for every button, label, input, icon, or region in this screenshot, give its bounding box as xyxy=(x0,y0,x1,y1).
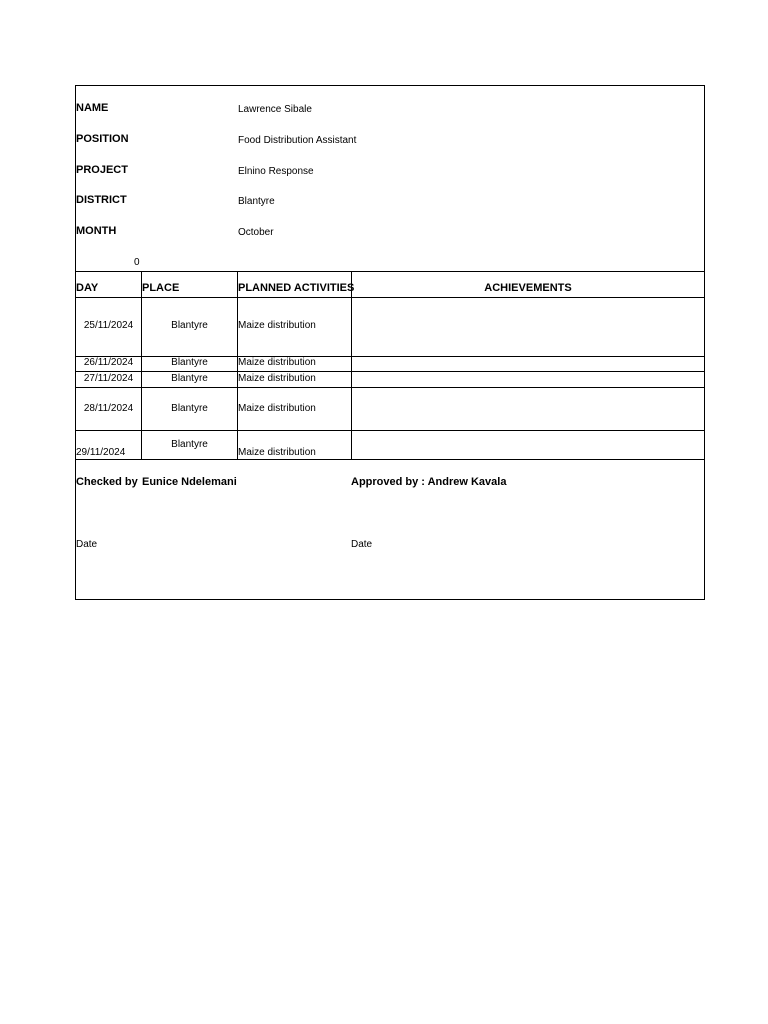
report-sheet xyxy=(75,85,705,600)
row-2-activity: Maize distribution xyxy=(238,357,316,368)
name-label: NAME xyxy=(76,102,109,114)
row-5-activity: Maize distribution xyxy=(238,447,316,458)
district-value: Blantyre xyxy=(238,196,275,207)
row-2-day: 26/11/2024 xyxy=(83,357,134,368)
header-bottom-border xyxy=(76,297,704,298)
row-4-activity: Maize distribution xyxy=(238,403,316,414)
row-4-place: Blantyre xyxy=(171,403,208,414)
header-place: PLACE xyxy=(142,282,180,294)
approved-by: Approved by : Andrew Kavala xyxy=(351,476,507,488)
checked-by-label: Checked by xyxy=(76,476,138,488)
row-3-place: Blantyre xyxy=(171,373,208,384)
row-5-day: 29/11/2024 xyxy=(76,447,126,458)
row-5-place: Blantyre xyxy=(171,439,208,450)
position-label: POSITION xyxy=(76,133,129,145)
date-left-label: Date xyxy=(76,539,98,550)
month-value: October xyxy=(238,227,274,238)
project-label: PROJECT xyxy=(76,164,128,176)
month-label: MONTH xyxy=(76,225,117,237)
project-value: Elnino Response xyxy=(238,166,314,177)
row-2-bottom-border xyxy=(76,371,704,372)
row-1-place: Blantyre xyxy=(171,320,208,331)
row-4-day: 28/11/2024 xyxy=(83,403,134,414)
row-2-place: Blantyre xyxy=(171,357,208,368)
table-bottom-border xyxy=(76,459,704,460)
row-3-bottom-border xyxy=(76,387,704,388)
row-4-bottom-border xyxy=(76,430,704,431)
checked-by-name: Eunice Ndelemani xyxy=(142,476,237,488)
row-1-day: 25/11/2024 xyxy=(83,320,134,331)
date-right-label: Date xyxy=(351,539,373,550)
name-value: Lawrence Sibale xyxy=(238,104,312,115)
header-achievements: ACHIEVEMENTS xyxy=(484,282,572,294)
row-1-activity: Maize distribution xyxy=(238,320,316,331)
header-day: DAY xyxy=(76,282,99,294)
header-planned-activities: PLANNED ACTIVITIES xyxy=(238,282,355,294)
row-3-activity: Maize distribution xyxy=(238,373,316,384)
district-label: DISTRICT xyxy=(76,194,127,206)
col-divider-activities-achievements xyxy=(351,271,352,459)
position-value: Food Distribution Assistant xyxy=(238,135,357,146)
table-top-border xyxy=(76,271,704,272)
zero-value: 0 xyxy=(134,257,140,268)
row-3-day: 27/11/2024 xyxy=(83,373,134,384)
